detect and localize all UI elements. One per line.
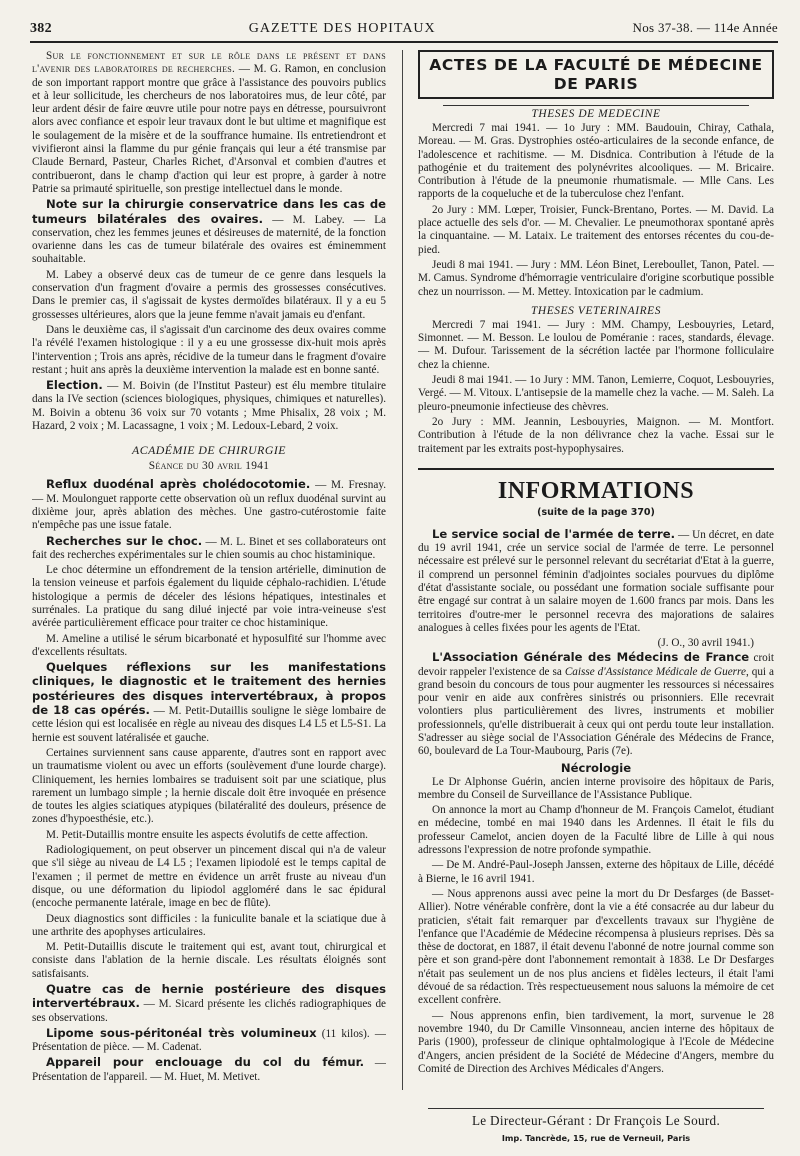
paragraph: — Nous apprenons aussi avec peine la mort du Dr Desfarges (de Basset-Allier). Notre vénérable confrère, dont la vie a été consacrée au dur labeur du praticien, s'était fait remarquer par d'excellents travaux sur l'hygiène de l'enfance que l'Académie de Médecine récompensa à plusieurs reprises. Dès sa thèse de doctorat, en 1887, il était devenu l'abonné de notre journal comme son père et son grand-père dont l'abonnement remontait à 1838. Le Dr Desfarges n'était pas seulement un de nos plus anciens et fidèles lecteurs, il était l'ami dévoué de sa rédaction. Très respectueusement nous saluons la mémoire de cet excellent confrère. (418, 887, 774, 1007)
paragraph: Jeudi 8 mai 1941. — Jury : MM. Léon Binet, Lereboullet, Tanon, Patel. — M. Camus. Syndrome d'hémorragie ventriculaire d'origine scorbutique possible chez un nourrisson. — M. Mettey. Intoxication par le cadmium. (418, 258, 774, 298)
article-body: — M. Labey. — La conservation, chez les femmes jeunes et désireuses de maternité, de la fonction ovarienne dans les cas de tumeur bilatérale des ovaires est éminemment souhaitable. (32, 213, 386, 266)
right-column (418, 50, 774, 1146)
article-body: (11 kilos). — Présentation de pièce. — M. Cadenat. (32, 1027, 386, 1054)
theses-veterinaires-heading (418, 305, 774, 317)
article-body: , qui a grand besoin du concours de tous pour augmenter les ressources si nécessaires pour venir en aide aux confrères sinistrés ou prisonniers. Elle recevrait volontiers plus particulièrement des livres, instruments et mobilier professionnels, qu'elle distribuerait à ceux qui ont perdu toute leur installation. S'adresser au siège social de l'Association Générale des Médecins de France, 60, boulevard de La Tour-Maubourg, Paris (7e). (418, 665, 774, 758)
paragraph: — Nous apprenons enfin, bien tardivement, la mort, survenue le 28 novembre 1940, du Dr Camille Vinsonneau, ancien interne des hôpitaux de Paris (1900), professeur de clinique ophtalmologique à l'Ecole de Médecine d'Angers, ancien président de la Société de Médecine d'Angers, membre du Comité de Direction des Archives Médicales d'Angers. (418, 1009, 774, 1075)
article-association (418, 651, 774, 758)
article-title: Le service social de l'armée de terre. (432, 526, 676, 541)
paragraph: Radiologiquement, on peut observer un pincement discal qui n'a de valeur que s'il siège au niveau de L4 L5 ; l'examen lipiodolé est le temps capital de l'examen ; il permet de mettre en évidence un arrêt fruste au niveau d'un disque, ou une déformation du lipiodol aggloméré dans le sac épidural (encoche permanente latérale, image en bec de flûte). (32, 844, 386, 910)
page-number: 382 (30, 21, 52, 36)
informations-continuation: (suite de la page 370) (537, 506, 655, 518)
section-date: Séance du 30 avril 1941 (148, 460, 270, 473)
paragraph: Le choc détermine un effondrement de la tension artérielle, diminution de la tension veineuse et parfois également du liquide céphalo-rachidien. L'étude histologique a permis de déceler des lésions hépatiques, intestinales et surrénales. La pratique du sang dilué injecté par voie intra-veineuse s'est avérée particulièrement efficace pour traiter ce choc histaminique. (32, 564, 386, 630)
necrologie-heading: Nécrologie (560, 760, 632, 775)
header-rule (30, 41, 778, 43)
article-ovaires (32, 198, 386, 266)
heading-text: THESES VETERINAIRES (530, 304, 662, 317)
article-service-social (418, 528, 774, 635)
article-body: — M. G. Ramon, en conclusion de son important rapport montre que grâce à l'assistance des pouvoirs publics et à leur sollicitude, les chercheurs de nos laboratoires mus, de leur côté, par leur ardent désir de faire œuvre utile pour notre pays en détresse, poursuivront alors avec confiance et espoir leur travaux dont le but ultime et magnifique est le soulagement de la misère et de la souffrance humaine. Ils entretiendront et vivifieront ainsi la flamme du pur génie français qui leur a été transmise par Claude Bernard, Pasteur, Charles Richet, d'Arsonval et combien d'autres et contribueront, dans le champ d'action qui leur est propre, à garder à notre Patrie sa primauté spirituelle, son prestige intellectuel dans le monde. (32, 63, 386, 195)
article-choc (32, 535, 386, 563)
article-body: — M. L. Binet et ses collaborateurs ont fait des recherches expérimentales sur le chien soumis au choc histaminique. (32, 535, 386, 561)
article-reflux (32, 478, 386, 532)
director-line: Le Directeur-Gérant : Dr François Le Sourd. (471, 1113, 721, 1128)
column-divider (402, 50, 403, 1090)
section-title-academie: ACADÉMIE DE CHIRURGIE (132, 443, 286, 458)
paragraph: Mercredi 7 mai 1941. — 1o Jury : MM. Baudouin, Chiray, Cathala, Moreau. — M. Gras. Dystrophies ostéo-articulaires de la seconde enfance, de l'adolescence et rachitisme. — M. Disdnica. Contribution à l'étude de la pathogénie et du traitement des polynévrites alcooliques. — M. Bricaire. Contribution à l'étude de la pneumonie rhumatismale. — Mlle Cans. Les rapports de la coqueluche et de la tuberculose chez l'enfant. (418, 122, 774, 201)
source-citation: (J. O., 30 avril 1941.) (657, 637, 754, 650)
article-body: — Un décret, en date du 19 avril 1941, crée un service social de l'armée de terre. Le personnel nécessaire est prélevé sur le personnel relevant du secrétariat d'Etat à la guerre, il comprend un personnel féminin d'adjointes sociales pourvues du diplôme d'état d'assistante sociale, ou possédant une formation sociale suffisante pour être engagé sur contrat à un salaire moyen de 1.600 francs par mois. Dans les territoires d'outre-mer le personnel recevra des majorations de salaires analogues à celles fixées pour les agents de l'Etat. (418, 528, 774, 634)
paragraph: — De M. André-Paul-Joseph Janssen, externe des hôpitaux de Lille, décédé à Bierne, le 16 avril 1941. (418, 859, 774, 885)
article-body: croit devoir rappeler l'existence de sa (418, 652, 774, 678)
article-title: Reflux duodénal après cholédocotomie. (46, 477, 311, 492)
paragraph: 2o Jury : MM. Lœper, Troisier, Funck-Brentano, Portes. — M. David. La place actuelle des sels d'or. — M. Chevalier. Le pneumothorax spontané après la cinquantaine. — M. Lataix. Le traitement des entorses récentes du cou-de-pied. (418, 203, 774, 256)
article-body: — M. Petit-Dutaillis souligne le siège lombaire de cette lésion qui est localisée en règle au niveau des disques L4 L5 et L5-S1. La hernie est souvent latéralisée et gauche. (32, 705, 386, 744)
article-title: Sur le fonctionnement et sur le rôle dans le présent et dans l'avenir des laboratoires de recherches. (32, 50, 386, 76)
paragraph: M. Petit-Dutaillis montre ensuite les aspects évolutifs de cette affection. (46, 828, 368, 841)
article-title: Quatre cas de hernie postérieure des disques intervertébraux. (32, 982, 386, 1011)
page-header (30, 20, 778, 42)
article-appareil (32, 1056, 386, 1084)
informations-heading (418, 468, 774, 518)
paragraph: M. Labey a observé deux cas de tumeur de ce genre dans lesquels la conservation d'un fragment d'ovaire a permis des grossesses consécutives. Dans le premier cas, il s'agissait de kystes dermoïdes bilatéraux. Il y a eu 5 grossesses ultérieures, alors que la jeune femme n'avait jamais eu d'enfant. (32, 268, 386, 321)
informations-title: INFORMATIONS (497, 477, 695, 504)
publisher-signoff (418, 1108, 774, 1143)
theses-medecine-heading (418, 105, 774, 120)
heading-text: THESES DE MEDECINE (531, 108, 661, 120)
article-title: Lipome sous-péritonéal très volumineux (46, 1025, 317, 1040)
paragraph: Le Dr Alphonse Guérin, ancien interne provisoire des hôpitaux de Paris, membre du Conseil de Surveillance de l'Assistance Publique. (418, 775, 774, 801)
paragraph: Mercredi 7 mai 1941. — Jury : MM. Champy, Lesbouyries, Letard, Simonnet. — M. Besson. Le loulou de Poméranie : races, standards, élevage. — M. Dufour. Tarissement de la sécrétion lactée par l'hormone folliculaire chez la chienne. (418, 318, 774, 371)
article-title: Note sur la chirurgie conservatrice dans les cas de tumeurs bilatérales des ovaires. (32, 197, 386, 226)
paragraph: Deux diagnostics sont difficiles : la funiculite banale et la sciatique due à une arthrite des apophyses articulaires. (32, 912, 386, 938)
paragraph: Dans le deuxième cas, il s'agissait d'un carcinome des deux ovaires comme l'a révélé l'examen histologique : il y a eu une grossesse dix-huit mois après l'intervention ; Trois ans après, récidive de la tumeur dans le fragment d'ovaire restant ; huit ans après la deuxième intervention la malade est en bonne santé. (32, 323, 386, 376)
article-body: — Présentation de l'appareil. — M. Huet, M. Metivet. (32, 1057, 386, 1083)
article-title: L'Association Générale des Médecins de France (432, 650, 750, 665)
article-italic: Caisse d'Assistance Médicale de Guerre (564, 665, 746, 678)
paragraph: M. Ameline a utilisé le sérum bicarbonaté et hyposulfité sur l'homme avec d'excellents résultats. (32, 632, 386, 658)
issue-number: Nos 37-38. — 114e Année (632, 20, 778, 35)
article-election (32, 379, 386, 433)
article-laboratoires (32, 50, 386, 196)
left-column (32, 50, 386, 1146)
article-title: Quelques réflexions sur les manifestations cliniques, le diagnostic et le traitement des hernies postérieures des disques intervertébraux, à propos de 18 cas opérés. (32, 660, 386, 718)
article-title: Appareil pour enclouage du col du fémur. (46, 1055, 365, 1070)
signoff-rule (428, 1108, 764, 1109)
article-hernies (32, 661, 386, 745)
article-body: — M. Boivin (de l'Institut Pasteur) est élu membre titulaire dans la IVe section (sciences biologiques, physiques, chimiques et naturelles). M. Boivin a obtenu 36 voix sur 70 votants ; Mme Phisalix, 28 voix ; M. Hazard, 2 voix ; M. Lacassagne, 1 voix ; M. Ledoux-Lebard, 2 voix. (32, 380, 386, 433)
paragraph: 2o Jury : MM. Jeannin, Lesbouyries, Maignon. — M. Montfort. Contribution à l'étude de la non délivrance chez la vache. Essai sur le traitement par les extraits post-hypophysaires. (418, 415, 774, 455)
paragraph: Certaines surviennent sans cause apparente, d'autres sont en rapport avec un traumatisme violent ou avec un efforts (soulèvement d'une lourde charge). Cliniquement, les hernies lombaires se traduisent soit par une sciatique, plus rarement un lumbago simple ; la hernie discale doit être invoquée en présence de toutes les algies sciatiques atypiques (bilatéralité des douleurs, présence de zones d'hypoesthésie, etc.). (32, 746, 386, 826)
article-body: — M. Sicard présente les clichés radiographiques de ses observations. (32, 998, 386, 1024)
heading-rule (443, 105, 749, 106)
article-title: Recherches sur le choc. (46, 533, 203, 548)
faculty-banner (418, 50, 774, 99)
article-lipome (32, 1027, 386, 1055)
paragraph: M. Petit-Dutaillis discute le traitement qui est, avant tout, chirurgical et consiste dans l'ablation de la hernie discale. Les résultats éloignés sont satisfaisants. (32, 941, 386, 980)
paragraph: On annonce la mort au Champ d'honneur de M. François Camelot, étudiant en médecine, tombé en mai 1940 dans les Ardennes. Il était le fils du professeur Camelot, ancien doyen de la Faculté libre de Lille à qui nous adressons l'expression de notre profonde sympathie. (418, 804, 774, 857)
journal-title: GAZETTE DES HOPITAUX (248, 21, 436, 36)
paragraph: Jeudi 8 mai 1941. — 1o Jury : MM. Tanon, Lemierre, Coquot, Lesbouyries, Vergé. — M. Vitoux. L'antisepsie de la mamelle chez la vache. — M. Saleh. La pleuro-pneumonie infectieuse des chèvres. (418, 374, 774, 413)
article-body: — M. Fresnay. — M. Moulonguet rapporte cette observation où un reflux duodénal survint au dixième jour, après ablation des mèches. Une gastro-cutérostomie faite n'empêche pas une issue fatale. (32, 479, 386, 532)
imprint-line: Imp. Tancrède, 15, rue de Verneuil, Paris (501, 1133, 691, 1143)
article-quatre-cas (32, 983, 386, 1025)
article-title: Election. (46, 378, 103, 393)
banner-title: ACTES DE LA FACULTÉ DE MÉDECINE DE PARIS (429, 56, 763, 93)
